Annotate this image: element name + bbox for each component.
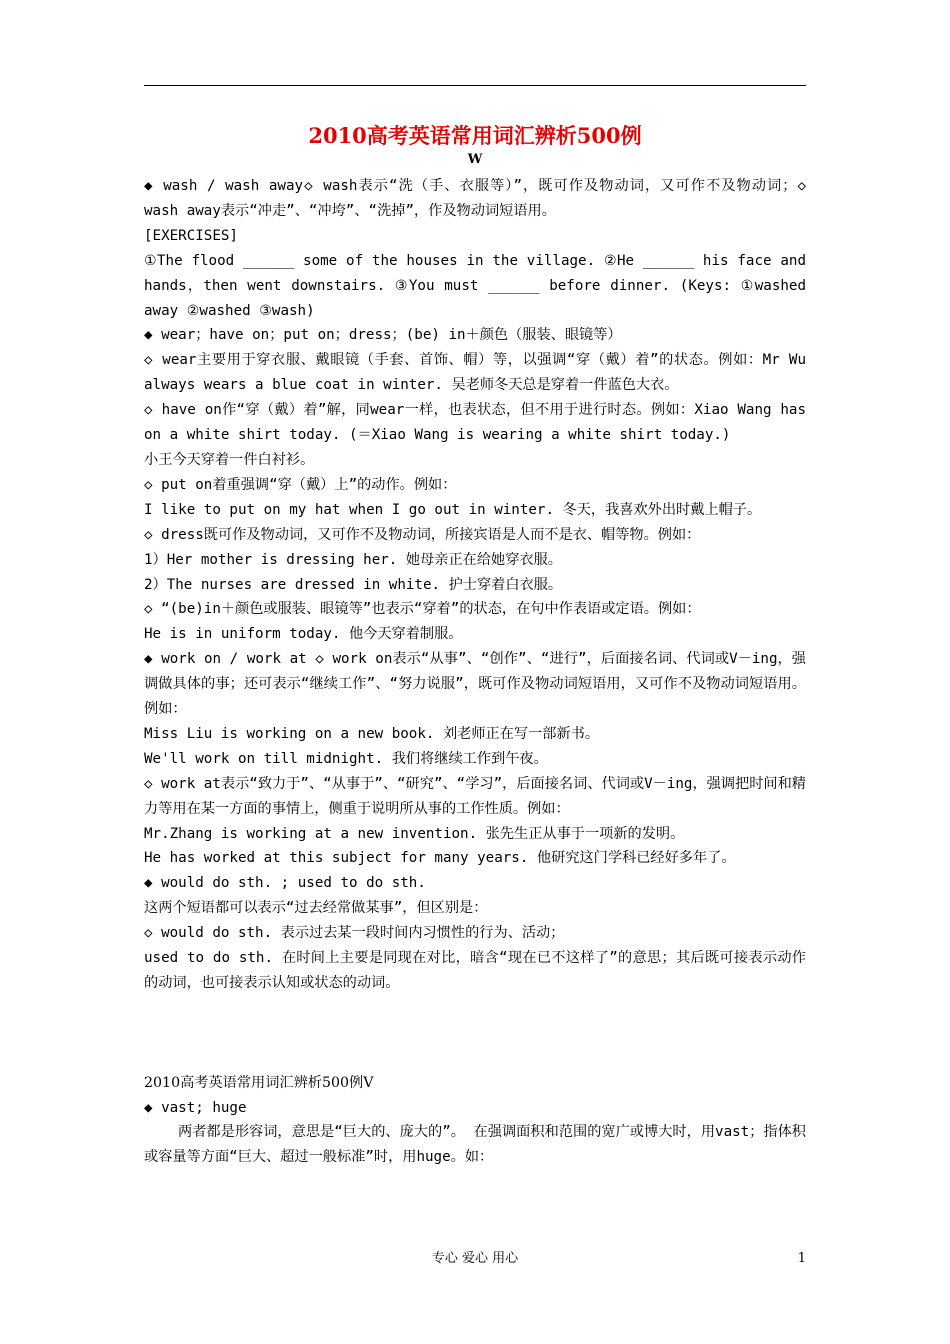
put-on-explanation: ◇ put on着重强调“穿（戴）上”的动作。例如：	[144, 476, 457, 493]
header-rule	[144, 85, 806, 86]
have-on-translation: 小王今天穿着一件白衬衫。	[144, 451, 315, 468]
entry-would-used-to: ◆ would do sth. ; used to do sth.	[144, 875, 426, 892]
put-on-example: I like to put on my hat when I go out in winter. 冬天，我喜欢外出时戴上帽子。	[144, 501, 762, 518]
would-used-to-intro: 这两个短语都可以表示“过去经常做某事”，但区别是：	[144, 900, 488, 917]
vast-huge-explanation: 两者都是形容词，意思是“巨大的、庞大的”。 在强调面积和范围的宽广或博大时，用vast；指体积或容量等方面“巨大、超过一般标准”时，用huge。如：	[144, 1124, 806, 1166]
would-explanation: ◇ would do sth. 表示过去某一段时间内习惯性的行为、活动；	[144, 925, 565, 942]
wear-explanation: ◇ wear主要用于穿衣服、戴眼镜（手套、首饰、帽）等，以强调“穿（戴）着”的状态。例如：Mr Wu always wears a blue coat in winter. 吴老师冬天总是穿着一件蓝色大衣。	[144, 352, 806, 394]
dress-example-1: 1）Her mother is dressing her. 她母亲正在给她穿衣服。	[144, 551, 562, 568]
entry-wear: ◆ wear；have on；put on；dress；(be) in＋颜色（服装、眼镜等）	[144, 327, 622, 344]
section-gap	[144, 996, 806, 1071]
work-at-example-2: He has worked at this subject for many years. 他研究这门学科已经好多年了。	[144, 850, 736, 867]
used-to-explanation: used to do sth. 在时间上主要是同现在对比，暗含“现在已不这样了”的意思；其后既可接表示动作的动词，也可接表示认知或状态的动词。	[144, 950, 806, 991]
footer-motto: 专心 爱心 用心	[431, 1251, 519, 1266]
have-on-explanation: ◇ have on作“穿（戴）着”解，同wear一样，也表状态，但不用于进行时态。例如：Xiao Wang has on a white shirt today. (＝Xiao Wang is wearing a white shirt today.)	[144, 402, 806, 444]
exercises-text: ①The flood ______ some of the houses in the village. ②He ______ his face and hands，then went downstairs. ③You must ______ before dinner. (Keys: ①washed away ②washed ③wash)	[144, 252, 806, 319]
be-in-explanation: ◇ “(be)in＋颜色或服装、眼镜等”也表示“穿着”的状态，在句中作表语或定语。例如：	[144, 601, 701, 618]
work-at-explanation: ◇ work at表示“致力于”、“从事于”、“研究”、“学习”，后面接名词、代词或V－ing，强调把时间和精力等用在某一方面的事情上，侧重于说明所从事的工作性质。例如：	[144, 775, 806, 817]
work-on-example-1: Miss Liu is working on a new book. 刘老师正在写一部新书。	[144, 725, 600, 742]
document-body	[144, 174, 806, 1170]
entry-wash: ◆ wash / wash away◇ wash表示“洗（手、衣服等）”，既可作及物动词，又可作不及物动词；◇ wash away表示“冲走”、“冲垮”、“洗掉”，作及物动词短语用。	[144, 178, 806, 219]
section-letter: W	[467, 152, 483, 167]
exercises-label: [EXERCISES]	[144, 227, 238, 244]
be-in-example: He is in uniform today. 他今天穿着制服。	[144, 626, 463, 643]
section-v-heading: 2010高考英语常用词汇辨析500例V	[144, 1074, 374, 1091]
work-at-example-1: Mr.Zhang is working at a new invention. 张先生正从事于一项新的发明。	[144, 825, 685, 842]
document-title: 2010高考英语常用词汇辨析500例	[308, 123, 642, 148]
entry-work-on: ◆ work on / work at ◇ work on表示“从事”、“创作”、“进行”，后面接名词、代词或V－ing，强调做具体的事；还可表示“继续工作”、“努力说服”，既可作及物动词短语用，又可作不及物动词短语用。例如：	[144, 651, 806, 718]
dress-example-2: 2）The nurses are dressed in white. 护士穿着白衣服。	[144, 576, 563, 593]
entry-vast-huge: ◆ vast; huge	[144, 1099, 247, 1116]
page-number: 1	[797, 1251, 806, 1266]
work-on-example-2: We'll work on till midnight. 我们将继续工作到午夜。	[144, 750, 548, 767]
dress-explanation: ◇ dress既可作及物动词，又可作不及物动词，所接宾语是人而不是衣、帽等物。例如：	[144, 526, 701, 543]
